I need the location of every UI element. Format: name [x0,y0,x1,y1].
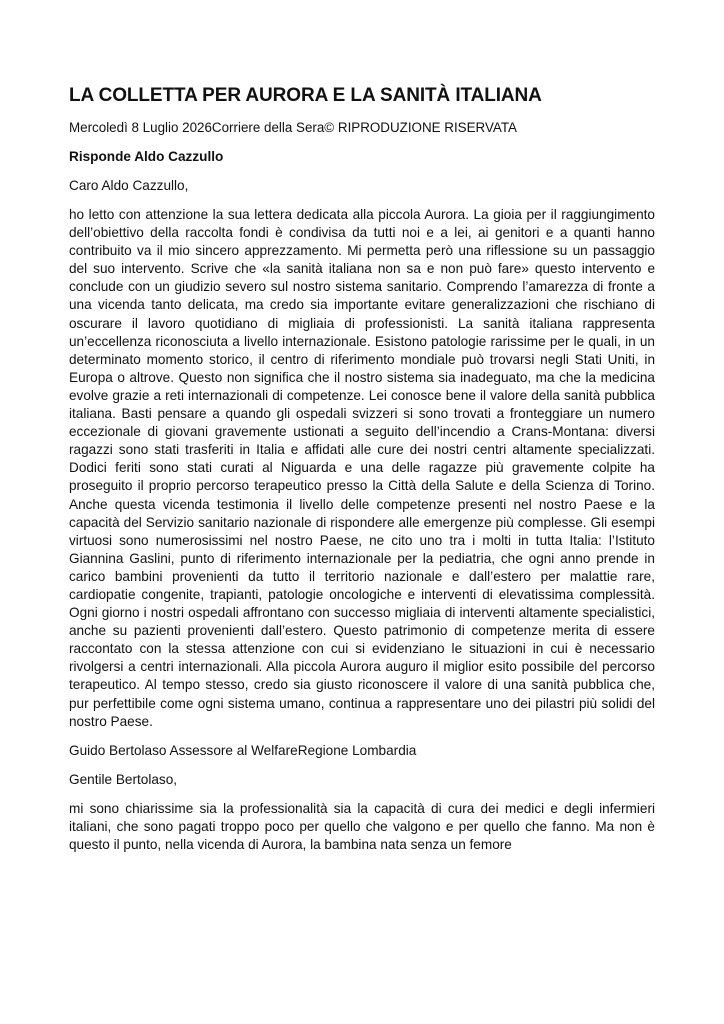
article-meta: Mercoledì 8 Luglio 2026Corriere della Sera© RIPRODUZIONE RISERVATA [69,120,517,135]
letter-signature: Guido Bertolaso Assessore al WelfareRegione Lombardia [69,742,417,758]
article-page [69,84,655,865]
reply-body: mi sono chiarissime sia la professionalità sia la capacità di cura dei medici e degli infermieri italiani, che sono pagati troppo poco per quello che valgono e per quello che fanno. Ma non è questo il punto, nella vicenda di Aurora, la bambina nata senza un femore [69,800,655,852]
article-byline: Risponde Aldo Cazzullo [69,149,224,164]
reply-salutation: Gentile Bertolaso, [69,771,178,787]
letter-salutation: Caro Aldo Cazzullo, [69,178,189,193]
letter-body: ho letto con attenzione la sua lettera dedicata alla piccola Aurora. La gioia per il raggiungimento dell’obiettivo della raccolta fondi è condivisa da tutti noi e a lei, ai genitori e a quanti hanno contribuito va il mio sincero apprezzamento. Mi permetta però una riflessione su un passaggio del suo intervento. Scrive che «la sanità italiana non sa e non può fare» questo intervento e conclude con un giudizio severo sul nostro sistema sanitario. Comprendo l’amarezza di fronte a una vicenda tanto delicata, ma credo sia importante evitare generalizzazioni che rischiano di oscurare il lavoro quotidiano di migliaia di professionisti. La sanità italiana rappresenta un’eccellenza riconosciuta a livello internazionale. Esistono patologie rarissime per le quali, in un determinato momento storico, il centro di riferimento mondiale può trovarsi negli Stati Uniti, in Europa o altrove. Questo non significa che il nostro sistema sia inadeguato, ma che la medicina evolve grazie a reti internazionali di competenze. Lei conosce bene il valore della sanità pubblica italiana. Basti pensare a quando gli ospedali svizzeri si sono trovati a fronteggiare un numero eccezionale di giovani gravemente ustionati a seguito dell’incendio a Crans-Montana: diversi ragazzi sono stati trasferiti in Italia e affidati alle cure dei nostri centri altamente specializzati. Dodici feriti sono stati curati al Niguarda e una delle ragazze più gravemente colpite ha proseguito il proprio percorso terapeutico presso la Città della Salute e della Scienza di Torino. Anche questa vicenda testimonia il livello delle competenze presenti nel nostro Paese e la capacità del Servizio sanitario nazionale di rispondere alle emergenze più complesse. Gli esempi virtuosi sono numerosissimi nel nostro Paese, ne cito uno tra i molti in tutta Italia: l’Istituto Giannina Gaslini, punto di riferimento internazionale per la pediatria, che ogni anno prende in carico bambini provenienti da tutto il territorio nazionale e dall’estero per malattie rare, cardiopatie congenite, trapianti, patologie oncologiche e interventi di elevatissima complessità. Ogni giorno i nostri ospedali affrontano con successo migliaia di interventi altamente specialistici, anche su pazienti provenienti dall’estero. Questo patrimonio di competenze merita di essere raccontato con la stessa attenzione con cui si evidenziano le situazioni in cui è necessario rivolgersi a centri internazionali. Alla piccola Aurora auguro il miglior esito possibile del percorso terapeutico. Al tempo stesso, credo sia giusto riconoscere il valore di una sanità pubblica che, pur perfettibile come ogni sistema umano, continua a rappresentare uno dei pilastri più solidi del nostro Paese. [69,207,655,729]
article-title: LA COLLETTA PER AURORA E LA SANITÀ ITALIANA [69,85,542,106]
